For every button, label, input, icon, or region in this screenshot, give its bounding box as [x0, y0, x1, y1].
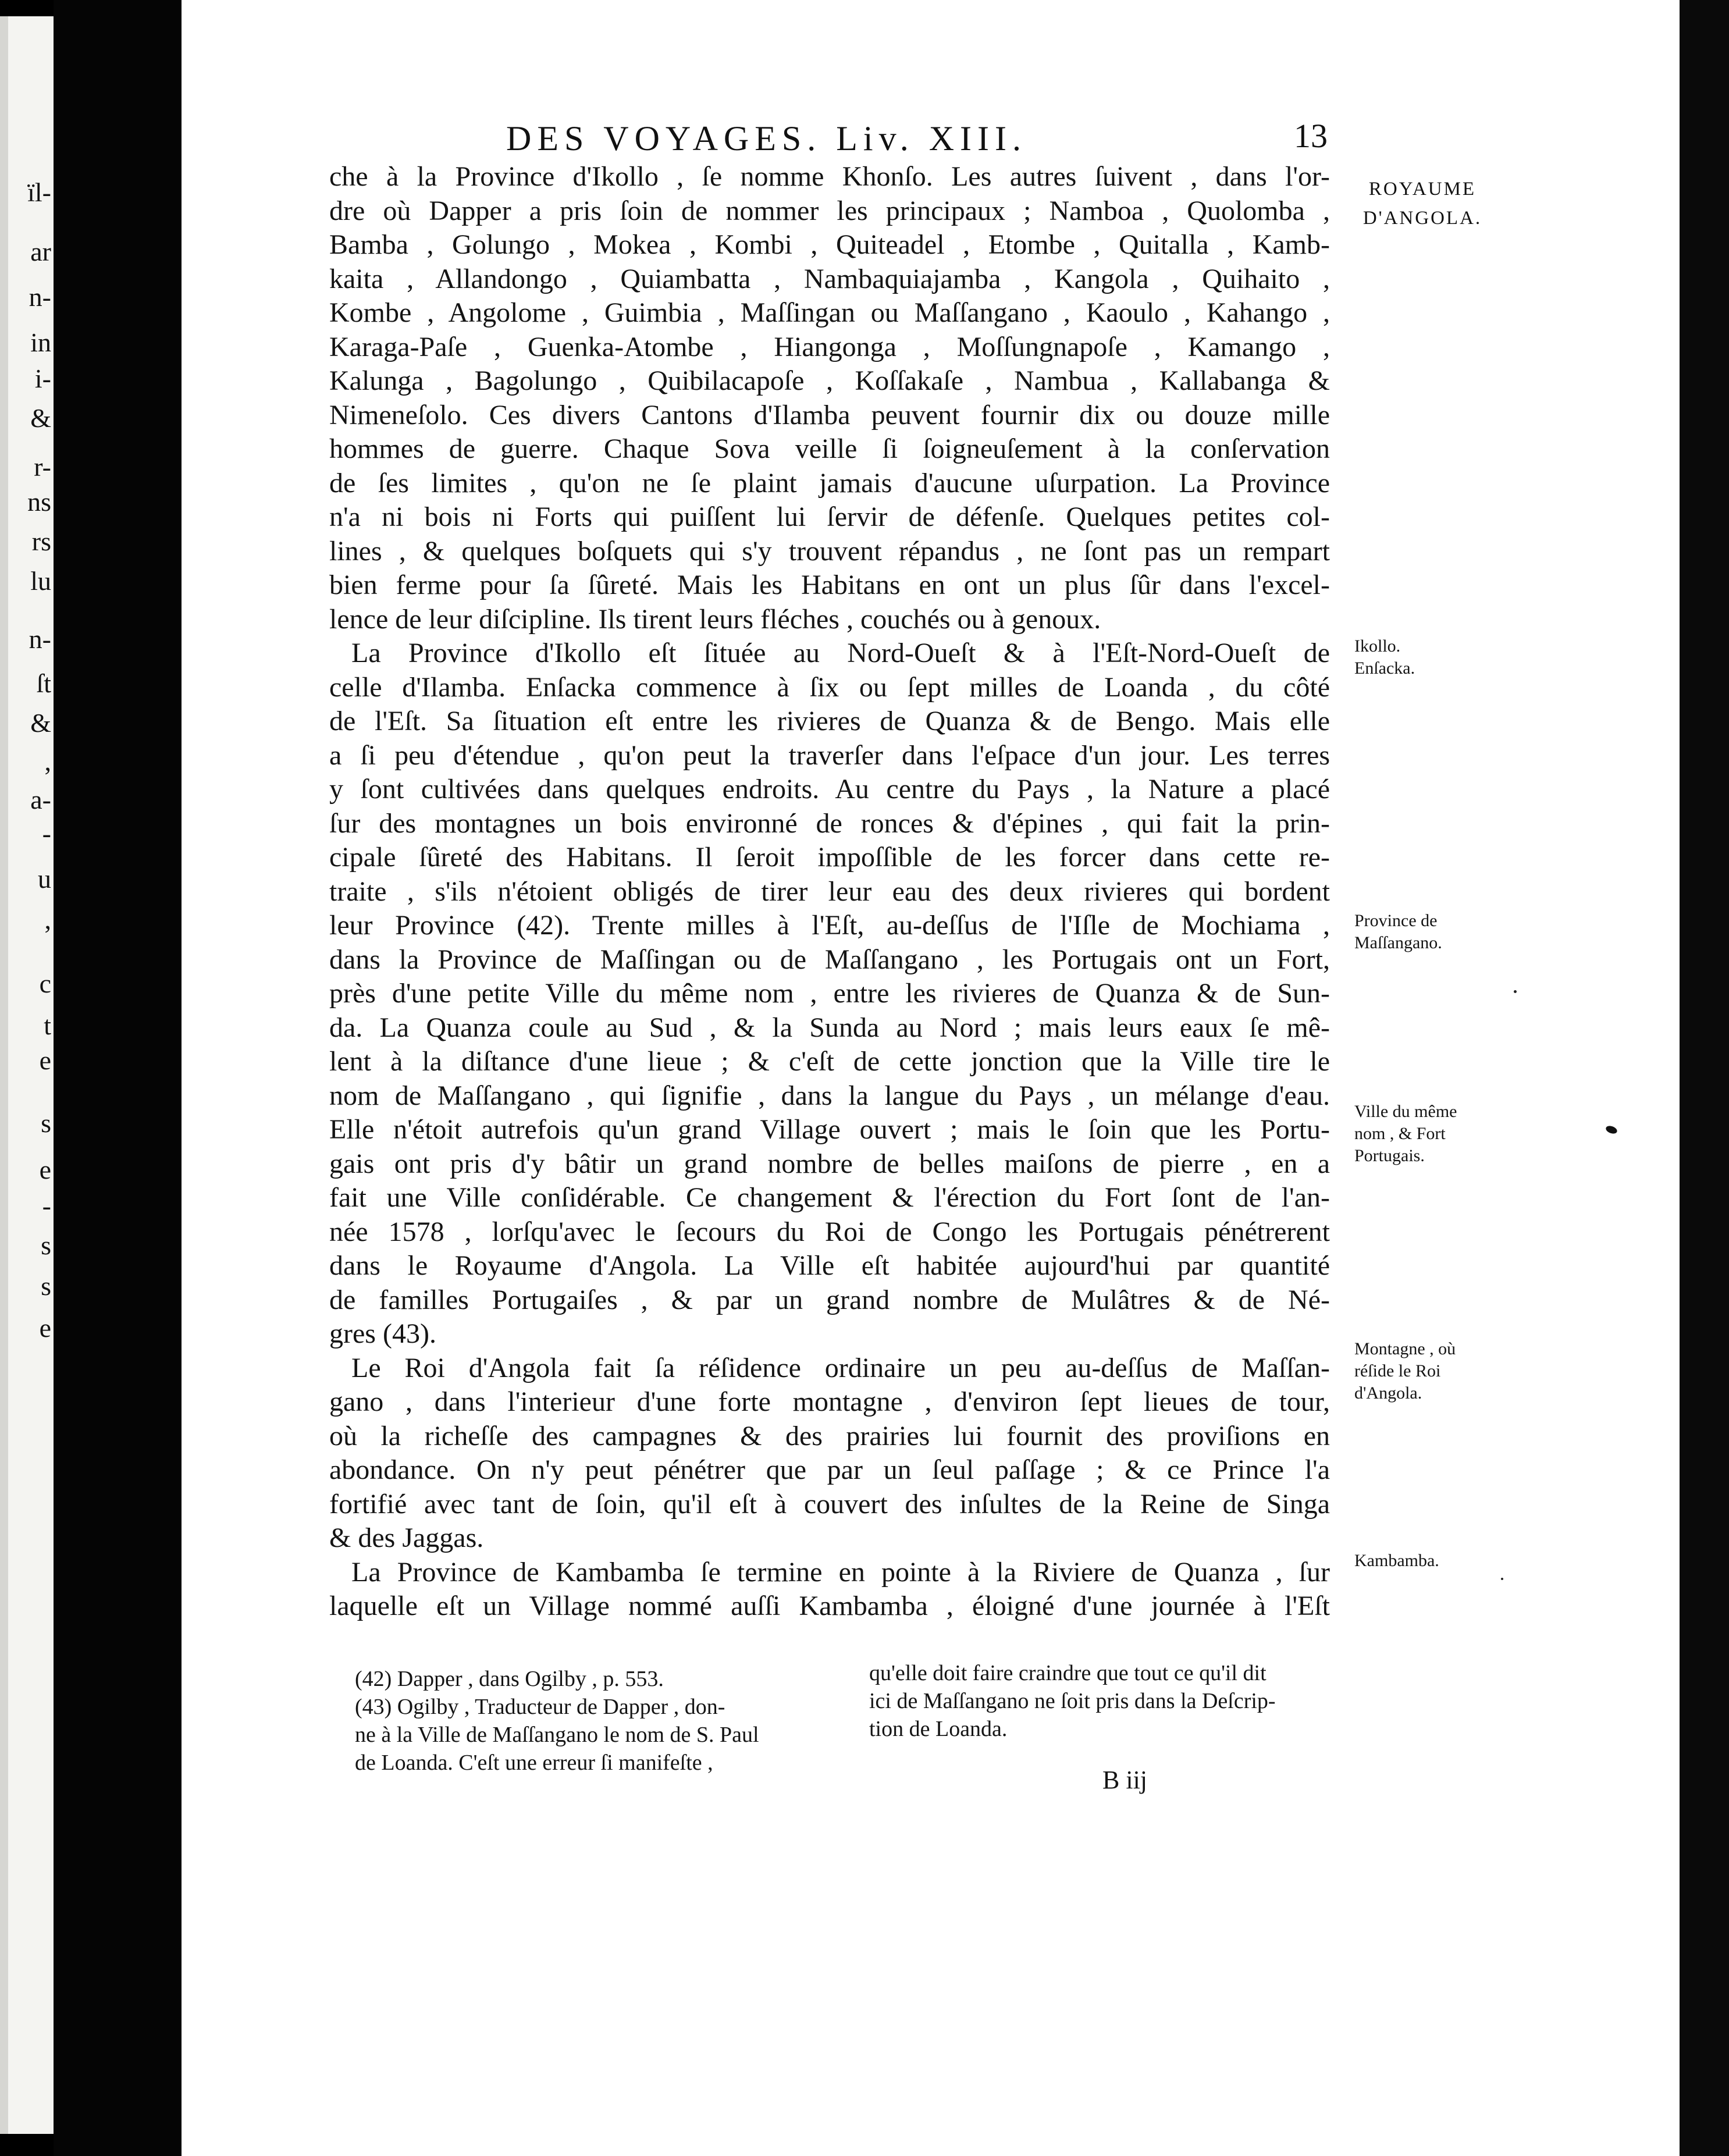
left-page-edge [0, 16, 54, 2134]
text-line: de ſes limites , qu'on ne ſe plaint jamais d'aucune uſurpation. La Province [329, 467, 1330, 499]
side-heading-line: D'ANGOLA. [1362, 208, 1482, 229]
text-line: da. La Quanza coule au Sud , & la Sunda au Nord ; mais leurs eaux ſe mê- [329, 1012, 1330, 1043]
text-line: Kombe , Angolome , Guimbia , Maſſingan ou Maſſangano , Kaoulo , Kahango , [329, 297, 1330, 328]
text-line: lence de leur diſcipline. Ils tirent leurs fléches , couchés ou à genoux. [329, 603, 1101, 635]
text-line: dans la Province de Maſſingan ou de Maſſangano , les Portugais ont un Fort, [329, 944, 1330, 975]
left-page-fragment: t [44, 1011, 51, 1040]
margin-note-massangano [1354, 910, 1488, 954]
left-page-fragment: e [39, 1313, 51, 1343]
left-page-fragment: i- [34, 364, 51, 393]
left-page-fragment: ns [27, 487, 51, 517]
left-page-fragment: ſt [36, 668, 51, 698]
page-number: 13 [1294, 117, 1328, 155]
text-line: bien ferme pour ſa ſûreté. Mais les Habitans en ont un plus ſûr dans l'excel- [329, 570, 1330, 600]
left-page-fragment: c [39, 969, 51, 998]
text-line: n'a ni bois ni Forts qui puiſſent lui ſervir de défenſe. Quelques petites col- [329, 501, 1330, 532]
text-line: a ſi peu d'étendue , qu'on peut la traverſer dans l'eſpace d'un jour. Les terres [329, 739, 1330, 771]
left-page-fragment: ïl- [27, 177, 51, 207]
left-page-fragment: r- [34, 452, 51, 482]
text-line: de l'Eſt. Sa ſituation eſt entre les rivieres de Quanza & de Bengo. Mais elle [329, 706, 1330, 737]
side-heading [1353, 175, 1492, 233]
footnote-line: (43) Ogilby , Traducteur de Dapper , don- [355, 1695, 725, 1719]
left-page-fragment: s [41, 1108, 51, 1138]
margin-note-line: réſide le Roi [1354, 1361, 1441, 1381]
text-line: hommes de guerre. Chaque Sova veille ſi ſoigneuſement à la conſervation [329, 433, 1330, 464]
text-line: gano , dans l'interieur d'une forte montagne , d'environ ſept lieues de tour, [329, 1386, 1330, 1417]
footnote-line: ne à la Ville de Maſſangano le nom de S. Paul [355, 1723, 759, 1747]
text-line: laquelle eſt un Village nommé auſſi Kambamba , éloigné d'une journée à l'Eſt [329, 1591, 1330, 1621]
side-heading-line: ROYAUME [1368, 179, 1477, 200]
text-line: Le Roi d'Angola fait ſa réſidence ordinaire un peu au-deſſus de Maſſan- [351, 1352, 1330, 1383]
left-page-fragment: a- [30, 785, 51, 814]
text-line: celle d'Ilamba. Enſacka commence à ſix ou ſept milles de Loanda , du côté [329, 671, 1330, 703]
text-line: fortifié avec tant de ſoin, qu'il eſt à couvert des inſultes de la Reine de Singa [329, 1488, 1330, 1520]
signature-mark: B iij [1102, 1766, 1148, 1794]
left-page-fragment: s [41, 1230, 51, 1260]
text-line: Nimeneſolo. Ces divers Cantons d'Ilamba peuvent fournir dix ou douze mille [329, 399, 1330, 431]
margin-note-ville [1354, 1101, 1488, 1167]
left-page-fragment: in [30, 328, 51, 357]
text-line: près d'une petite Ville du même nom , entre les rivieres de Quanza & de Sun- [329, 978, 1330, 1009]
margin-note-line: Province de [1354, 911, 1438, 930]
left-page-fragment: rs [31, 526, 51, 556]
left-page-fragment: u [38, 864, 51, 894]
ink-speck [1501, 1578, 1503, 1580]
left-page-fragment: & [30, 708, 51, 738]
text-line: dans le Royaume d'Angola. La Ville eſt habitée aujourd'hui par quantité [329, 1250, 1330, 1281]
text-line: y ſont cultivées dans quelques endroits. Au centre du Pays , la Nature a placé [329, 774, 1330, 805]
left-page-fragment: , [44, 905, 51, 934]
left-page-fragment: lu [30, 566, 51, 596]
text-line: lent à la diſtance d'une lieue ; & c'eſt de cette jonction que la Ville tire le [329, 1046, 1330, 1077]
left-page-fragment: & [30, 403, 51, 433]
text-line: leur Province (42). Trente milles à l'Eſt, au-deſſus de l'Iſle de Mochiama , [329, 910, 1330, 941]
text-line: Bamba , Golungo , Mokea , Kombi , Quiteadel , Etombe , Quitalla , Kamb- [329, 229, 1330, 260]
text-line: La Province de Kambamba ſe termine en pointe à la Riviere de Quanza , ſur [351, 1556, 1330, 1588]
left-page-fragment: ar [30, 237, 51, 266]
text-line: gais ont pris d'y bâtir un grand nombre de belles maiſons de pierre , en a [329, 1148, 1330, 1179]
text-line: ſur des montagnes un bois environné de ronces & d'épines , qui fait la prin- [329, 807, 1330, 839]
left-page-fragment: - [42, 819, 51, 848]
text-line: La Province d'Ikollo eſt ſituée au Nord-Oueſt & à l'Eſt-Nord-Oueſt de [351, 638, 1330, 668]
text-line: fait une Ville conſidérable. Ce changement & l'érection du Fort ſont de l'an- [329, 1182, 1330, 1213]
text-line: kaita , Allandongo , Quiambatta , Nambaquiajamba , Kangola , Quihaito , [329, 263, 1330, 294]
margin-note-line: Kambamba. [1354, 1551, 1439, 1570]
text-line: née 1578 , lorſqu'avec le ſecours du Roi de Congo les Portugais pénétrerent [329, 1216, 1330, 1247]
left-page-fragment: n- [29, 282, 51, 312]
margin-note-line: Ville du même [1354, 1102, 1457, 1121]
text-line: che à la Province d'Ikollo , ſe nomme Khonſo. Les autres ſuivent , dans l'or- [329, 161, 1330, 192]
text-line: Karaga-Paſe , Guenka-Atombe , Hiangonga , Moſſungnapoſe , Kamango , [329, 331, 1330, 362]
text-line: cipale ſûreté des Habitans. Il ſeroit impoſſible de les forcer dans cette re- [329, 842, 1330, 873]
margin-note-line: d'Angola. [1354, 1383, 1422, 1403]
text-line: & des Jaggas. [329, 1522, 484, 1553]
left-page-fragment: s [41, 1271, 51, 1301]
footnote-column-right [869, 1659, 1346, 1743]
footnote-line: tion de Loanda. [869, 1717, 1008, 1741]
margin-note-line: nom , & Fort [1354, 1124, 1446, 1143]
margin-note-line: Montagne , où [1354, 1339, 1456, 1358]
footnote-column-left [355, 1665, 849, 1777]
text-line: lines , & quelques boſquets qui s'y trouvent répandus , ne ſont pas un rempart [329, 535, 1330, 567]
margin-note-montagne [1354, 1338, 1488, 1404]
margin-note-kambamba [1354, 1550, 1488, 1572]
text-line: Elle n'étoit autrefois qu'un grand Village ouvert ; mais le ſoin que les Portu- [329, 1114, 1330, 1145]
scan-right-border [1680, 0, 1729, 2156]
running-title: DES VOYAGES. Liv. XIII. [506, 119, 1027, 158]
margin-note-line: Portugais. [1354, 1146, 1425, 1165]
text-line: gres (43). [329, 1318, 436, 1349]
text-line: où la richeſſe des campagnes & des prairies lui fournit des proviſions en [329, 1420, 1330, 1451]
ink-speck [1514, 990, 1517, 993]
footnote-line: ici de Maſſangano ne ſoit pris dans la Deſcrip- [869, 1689, 1276, 1713]
text-line: nom de Maſſangano , qui ſignifie , dans la langue du Pays , un mélange d'eau. [329, 1080, 1330, 1111]
body-text [329, 160, 1330, 1624]
left-page-fragment: - [42, 1191, 51, 1221]
text-line: Kalunga , Bagolungo , Quibilacapoſe , Koſſakaſe , Nambua , Kallabanga & [329, 365, 1330, 396]
text-line: traite , s'ils n'étoient obligés de tirer leur eau des deux rivieres qui bordent [329, 876, 1330, 907]
left-page-fragment: , [44, 746, 51, 776]
footnote-line: (42) Dapper , dans Ogilby , p. 553. [355, 1667, 664, 1691]
left-page-fragment: e [39, 1045, 51, 1075]
footnote-line: de Loanda. C'eſt une erreur ſi manifeſte , [355, 1751, 713, 1775]
footnote-line: qu'elle doit faire craindre que tout ce qu'il dit [869, 1661, 1266, 1685]
left-page-border [0, 16, 8, 2134]
margin-note-line: Enſacka. [1354, 659, 1415, 678]
text-line: dre où Dapper a pris ſoin de nommer les principaux ; Namboa , Quolomba , [329, 195, 1330, 226]
margin-note-ikollo [1354, 635, 1488, 679]
book-spine-gap [54, 0, 182, 2156]
text-line: de familles Portugaiſes , & par un grand nombre de Mulâtres & de Né- [329, 1284, 1330, 1315]
text-line: abondance. On n'y peut pénétrer que par un ſeul paſſage ; & ce Prince l'a [329, 1454, 1330, 1485]
margin-note-line: Maſſangano. [1354, 933, 1442, 952]
left-page-fragment: n- [29, 624, 51, 654]
margin-note-line: Ikollo. [1354, 636, 1401, 656]
left-page-fragment: e [39, 1155, 51, 1184]
